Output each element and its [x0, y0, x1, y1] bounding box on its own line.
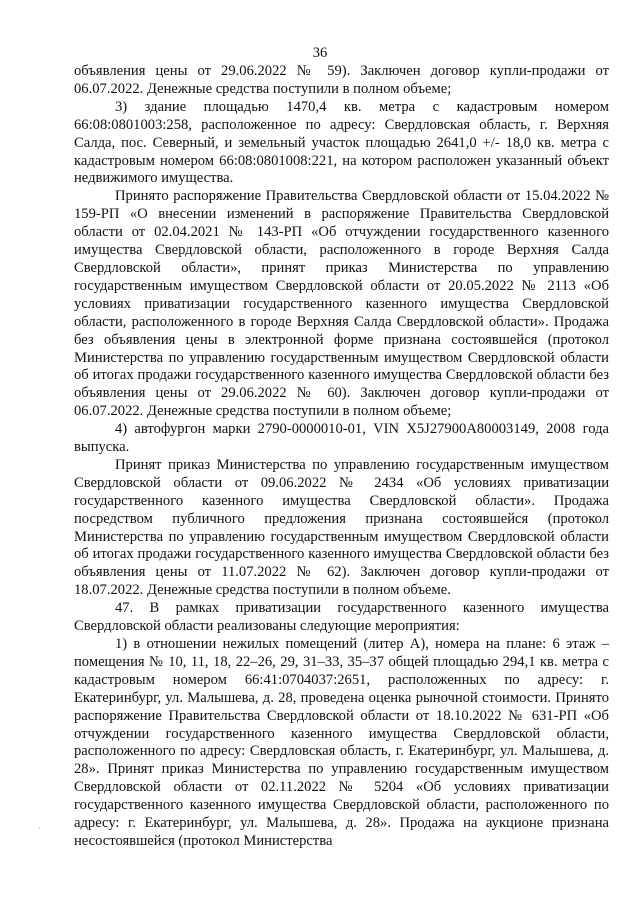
paragraph: 1) в отношении нежилых помещений (литер А), номера на плане: 6 этаж – помещения № 10, 11, 18, 22–26, 29, 31–33, 35–37 общей площадью 294,1 кв. метра с кадастровым номером 66:41:0704037:2651, расположенных по адресу: г. Екатеринбург, ул. Малышева, д. 28, проведена оценка рыночной стоимости. Принято распоряжение Правительства Свердловской области от 18.10.2022 № 631-РП «Об отчуждении государственного казенного имущества Свердловской области, расположенного по адресу: Свердловская область, г. Екатеринбург, ул. Малышева, д. 28». Принят приказ Министерства по управлению государственным имуществом Свердловской области от 02.11.2022 № 5204 «Об условиях приватизации государственного казенного имущества Свердловской области, расположенного по адресу: г. Екатеринбург, ул. Малышева, д. 28». Продажа на аукционе признана несостоявшейся (протокол Министерства [74, 636, 609, 849]
paragraph: 4) автофургон марки 2790-0000010-01, VIN X5J27900A80003149, 2008 года выпуска. [74, 421, 609, 456]
paragraph: 47. В рамках приватизации государственного казенного имущества Свердловской области реализованы следующие мероприятия: [74, 600, 609, 635]
scan-dot: · [38, 824, 41, 833]
paragraph: Принят приказ Министерства по управлению государственным имуществом Свердловской области от 09.06.2022 № 2434 «Об условиях приватизации государственного казенного имущества Свердловской области». Продажа посредством публичного предложения признана состоявшейся (протокол Министерства по управлению государственным имуществом Свердловской области об итогах продажи государственного казенного имущества Свердловской области без объявления цены от 11.07.2022 № 62). Заключен договор купли-продажи от 18.07.2022. Денежные средства поступили в полном объеме. [74, 456, 609, 599]
page-number: 36 [312, 45, 328, 61]
document-body [74, 63, 609, 851]
paragraph: Принято распоряжение Правительства Свердловской области от 15.04.2022 № 159-РП «О внесении изменений в распоряжение Правительства Свердловской области от 02.04.2021 № 143-РП «Об отчуждении государственного казенного имущества Свердловской области, расположенного в городе Верхняя Салда Свердловской области», принят приказ Министерства по управлению государственным имуществом Свердловской области от 20.05.2022 № 2113 «Об условиях приватизации государственного казенного имущества Свердловской области, расположенного в городе Верхняя Салда Свердловской области». Продажа без объявления цены в электронной форме признана состоявшейся (протокол Министерства по управлению государственным имуществом Свердловской области об итогах продажи государственного казенного имущества Свердловской области без объявления цены от 29.06.2022 № 60). Заключен договор купли-продажи от 06.07.2022. Денежные средства поступили в полном объеме; [74, 188, 609, 420]
paragraph: 3) здание площадью 1470,4 кв. метра с кадастровым номером 66:08:0801003:258, расположенное по адресу: Свердловская область, г. Верхняя Салда, пос. Северный, и земельный участок площадью 2641,0 +/- 18,0 кв. метра с кадастровым номером 66:08:0801008:221, на котором расположен указанный объект недвижимого имущества. [74, 98, 609, 187]
paragraph: объявления цены от 29.06.2022 № 59). Заключен договор купли-продажи от 06.07.2022. Денежные средства поступили в полном объеме; [74, 63, 609, 97]
